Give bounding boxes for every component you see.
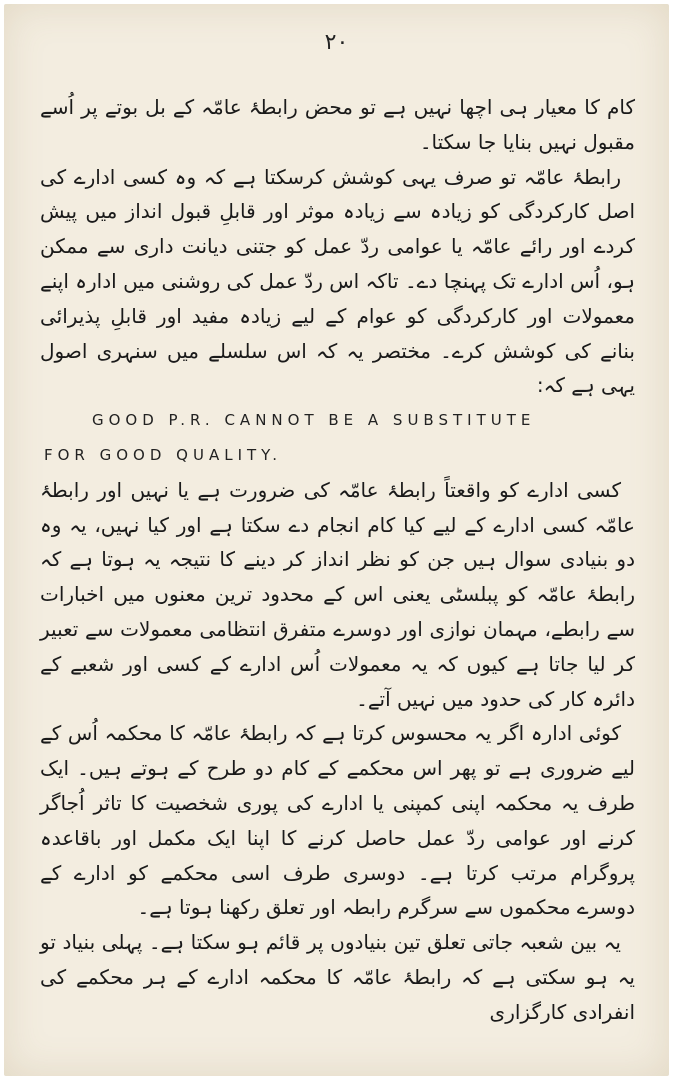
paragraph-department-work: کوئی ادارہ اگر یہ محسوس کرتا ہے کہ رابطۂ عامّہ کا محکمہ اُس کے لیے ضروری ہے تو پھر اس محکمے کے کام دو طرح کے ہوتے ہیں۔ ایک طرف یہ محکمہ اپنی کمپنی یا ادارے کی پوری شخصیت کا تاثر اُجاگر کرنے اور عوامی ردّ عمل حاصل کرنے کا اپنا ایک مکمل اور باقاعدہ پروگرام مرتب کرتا ہے۔ دوسری طرف اسی محکمے کو ادارے کے دوسرے محکموں سے سرگرم رابطہ اور تعلق رکھنا ہوتا ہے۔: [40, 721, 635, 920]
document-page: [4, 4, 669, 1076]
page-body: [40, 90, 635, 1056]
paragraph-pr-effort: رابطۂ عامّہ تو صرف یہی کوشش کرسکتا ہے کہ وہ کسی ادارے کی اصل کارکردگی کو زیادہ سے زیادہ موثر اور قابلِ قبول انداز میں پیش کردے اور رائے عامّہ یا عوامی ردّ عمل کو جتنی دیانت داری سے ممکن ہو، اُس ادارے تک پہنچا دے۔ تاکہ اس ردّ عمل کی روشنی میں ادارہ اپنے معمولات اور کارکردگی کو عوام کے لیے زیادہ مفید اور قابلِ پذیرائی بنانے کی کوشش کرے۔ مختصر یہ کہ اس سلسلے میں سنہری اصول یہی ہے کہ:: [40, 164, 635, 398]
paragraph-need-for-pr: کسی ادارے کو واقعتاً رابطۂ عامّہ کی ضرورت ہے یا نہیں اور رابطۂ عامّہ کسی ادارے کے لیے کیا کام انجام دے سکتا ہے اور کیا نہیں، یہ وہ دو بنیادی سوال ہیں جن کو نظر انداز کر دینے کا نتیجہ یہ ہوتا ہے کہ رابطۂ عامّہ کو پبلسٹی یعنی اس کے محدود ترین معنوں میں اخبارات سے رابطے، مہمان نوازی اور دوسرے متفرق انتظامی معمولات سے تعبیر کر لیا جاتا ہے کیوں کہ یہ معمولات اُس ادارے کے کسی اور شعبے کے دائرہ کار کی حدود میں نہیں آتے۔: [40, 477, 635, 711]
paragraph-interdepartmental: یہ بین شعبہ جاتی تعلق تین بنیادوں پر قائم ہو سکتا ہے۔ پہلی بنیاد تو یہ ہو سکتی ہے کہ رابطۂ عامّہ کا محکمہ ادارے کے ہر محکمے کی انفرادی کارگزاری: [40, 930, 635, 1024]
paragraph-continuation: کام کا معیار ہی اچھا نہیں ہے تو محض رابطۂ عامّہ کے بل بوتے پر اُسے مقبول نہیں بنایا جا سکتا۔: [40, 95, 635, 154]
english-quote-line-2: FOR GOOD QUALITY.: [44, 445, 283, 464]
page-number: ۲۰: [324, 30, 349, 55]
english-quote-line-1: GOOD P.R. CANNOT BE A SUBSTITUTE: [92, 411, 536, 430]
